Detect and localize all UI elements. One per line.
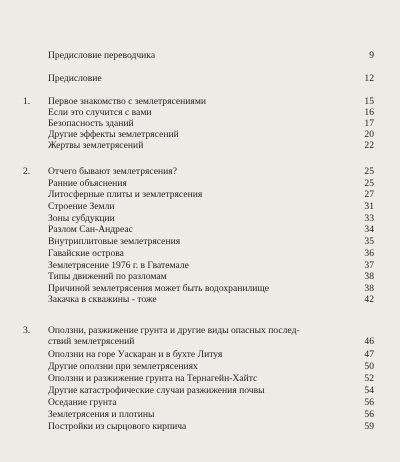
toc-page-number: 59 [364, 421, 374, 432]
toc-page-number: 22 [364, 140, 374, 151]
toc-page-number: 33 [364, 213, 374, 224]
toc-page-number: 42 [364, 294, 374, 305]
toc-section-title: Литосферные плиты и землетрясения [48, 189, 203, 200]
toc-chapter-title: Отчего бывают землетрясения? [48, 166, 177, 177]
toc-section-title: Если это случится с вами [48, 107, 152, 118]
toc-page-number: 9 [369, 50, 374, 61]
toc-section-title: Другие оползни при землетрясениях [48, 361, 198, 372]
toc-section-title: Разлом Сан-Андреас [48, 224, 133, 235]
toc-page-number: 16 [364, 107, 374, 118]
toc-section-title: Другие катастрофические случаи разжижения почвы [48, 385, 265, 396]
toc-section-title: Строение Земли [48, 201, 115, 212]
toc-section-title: Оползни на горе Уаскаран и в бухте Литуя [48, 349, 223, 360]
toc-page-number: 20 [364, 129, 374, 140]
toc-section-title: Оползни и разжижение грунта на Тернагейн-Хайтс [48, 373, 258, 384]
toc-page-number: 17 [364, 118, 374, 129]
toc-section-title: Гавайские острова [48, 248, 124, 259]
toc-page-number: 38 [364, 271, 374, 282]
toc-page-number: 52 [364, 373, 374, 384]
toc-section-title: Жертвы землетрясений [48, 140, 144, 151]
toc-page-number: 12 [364, 73, 374, 84]
toc-page-number: 56 [364, 397, 374, 408]
toc-section-title: Ранние объяснения [48, 178, 127, 189]
toc-page-number: 47 [364, 349, 374, 360]
toc-page-number: 37 [364, 260, 374, 271]
toc-chapter-title-continuation: ствий землетрясений [48, 336, 135, 347]
toc-page-number: 38 [364, 283, 374, 294]
toc-page-number: 50 [364, 361, 374, 372]
toc-section-title: Другие эффекты землетрясений [48, 129, 179, 140]
toc-section-title: Землетрясения и плотины [48, 409, 155, 420]
toc-page-number: 25 [364, 178, 374, 189]
toc-section-title: Зоны субдукции [48, 213, 115, 224]
toc-page-number: 31 [364, 201, 374, 212]
toc-page-number: 35 [364, 236, 374, 247]
toc-page-number: 56 [364, 409, 374, 420]
toc-page-number: 34 [364, 224, 374, 235]
toc-section-title: Постройки из сырцового кирпича [48, 421, 187, 432]
toc-page-number: 27 [364, 189, 374, 200]
toc-section-title: Землетрясение 1976 г. в Гватемале [48, 260, 189, 271]
toc-chapter-number: 1. [23, 96, 31, 107]
toc-title-translator-preface: Предисловие переводчика [48, 50, 156, 61]
toc-page-number: 25 [364, 166, 374, 177]
toc-chapter-number: 3. [23, 325, 31, 336]
toc-section-title: Типы движений по разломам [48, 271, 167, 282]
toc-section-title: Причиной землетрясения может быть водохранилище [48, 283, 270, 294]
toc-chapter-number: 2. [23, 166, 31, 177]
toc-chapter-title: Первое знакомство с землетрясениями [48, 96, 207, 107]
toc-chapter-title: Оползни, разжижение грунта и другие виды опасных послед- [48, 325, 300, 336]
toc-page-number: 15 [364, 96, 374, 107]
toc-page-number: 36 [364, 248, 374, 259]
toc-page-number: 46 [364, 336, 374, 347]
toc-section-title: Оседание грунта [48, 397, 117, 408]
toc-page-number: 54 [364, 385, 374, 396]
toc-section-title: Закачка в скважины - тоже [48, 294, 157, 305]
toc-section-title: Внутриплитовые землетрясения [48, 236, 181, 247]
toc-section-title: Безопасность зданий [48, 118, 134, 129]
toc-title-preface: Предисловие [48, 73, 102, 84]
